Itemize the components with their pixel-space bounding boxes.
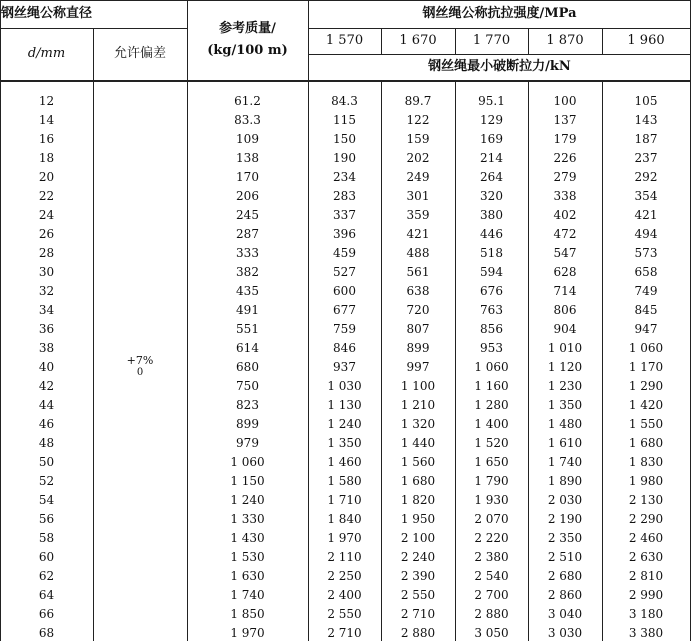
cell-force-1570: 600 — [333, 284, 356, 298]
cell-force-1770: 2 540 — [474, 569, 509, 583]
cell-force-1770: 2 700 — [474, 588, 509, 602]
cell-diameter: 24 — [38, 208, 55, 222]
cell-force-1770: 3 050 — [474, 626, 509, 640]
cell-force-1960: 421 — [634, 208, 658, 222]
cell-force-1570: 937 — [333, 360, 356, 374]
cell-diameter: 28 — [38, 246, 55, 260]
cell-diameter: 26 — [38, 227, 55, 241]
cell-force-1670: 159 — [406, 132, 430, 146]
cell-diameter: 68 — [38, 626, 55, 640]
cell-force-1570: 1 350 — [327, 436, 362, 450]
header-tensile-strength: 钢丝绳公称抗拉强度/MPa — [422, 5, 577, 21]
cell-force-1570: 1 030 — [327, 379, 362, 393]
cell-force-1960: 3 180 — [628, 607, 664, 621]
cell-force-1870: 100 — [553, 94, 577, 108]
cell-diameter: 56 — [38, 512, 55, 526]
cell-force-1570: 459 — [333, 246, 356, 260]
cell-diameter: 48 — [38, 436, 55, 450]
cell-mass: 491 — [236, 303, 259, 317]
cell-force-1670: 561 — [406, 265, 430, 279]
tolerance-upper: +7% — [126, 354, 154, 367]
cell-diameter: 50 — [38, 455, 55, 469]
cell-force-1870: 547 — [553, 246, 577, 260]
cell-force-1670: 1 100 — [400, 379, 436, 393]
cell-force-1670: 1 320 — [400, 417, 436, 431]
cell-force-1960: 1 830 — [628, 455, 664, 469]
header-nominal-diameter: 钢丝绳公称直径 — [0, 5, 92, 21]
cell-diameter: 32 — [38, 284, 55, 298]
cell-force-1960: 573 — [634, 246, 658, 260]
cell-force-1770: 1 520 — [474, 436, 509, 450]
cell-force-1770: 129 — [480, 113, 503, 127]
cell-mass: 979 — [236, 436, 259, 450]
cell-force-1870: 1 740 — [547, 455, 583, 469]
cell-mass: 287 — [236, 227, 259, 241]
cell-mass: 138 — [236, 151, 259, 165]
cell-force-1870: 1 890 — [547, 474, 583, 488]
cell-force-1960: 1 980 — [628, 474, 664, 488]
cell-force-1570: 150 — [333, 132, 356, 146]
cell-force-1670: 359 — [406, 208, 430, 222]
cell-force-1670: 997 — [406, 360, 430, 374]
grade-1870: 1 870 — [546, 32, 584, 48]
cell-force-1570: 677 — [333, 303, 356, 317]
cell-force-1960: 187 — [634, 132, 658, 146]
cell-force-1870: 2 190 — [547, 512, 583, 526]
cell-force-1570: 527 — [333, 265, 356, 279]
cell-force-1670: 1 560 — [400, 455, 436, 469]
cell-force-1870: 714 — [553, 284, 577, 298]
cell-force-1670: 2 390 — [400, 569, 436, 583]
cell-mass: 750 — [236, 379, 259, 393]
cell-force-1570: 2 110 — [327, 550, 362, 564]
cell-force-1770: 2 220 — [474, 531, 509, 545]
cell-force-1570: 1 240 — [327, 417, 362, 431]
cell-force-1870: 137 — [553, 113, 577, 127]
cell-force-1870: 472 — [553, 227, 577, 241]
cell-force-1960: 3 380 — [628, 626, 664, 640]
cell-force-1670: 421 — [406, 227, 430, 241]
cell-mass: 1 630 — [230, 569, 265, 583]
cell-force-1870: 2 680 — [547, 569, 583, 583]
cell-force-1770: 518 — [480, 246, 503, 260]
cell-force-1770: 1 400 — [474, 417, 509, 431]
cell-force-1960: 2 290 — [628, 512, 664, 526]
hrule-header-bottom — [0, 80, 691, 82]
cell-force-1870: 1 120 — [547, 360, 583, 374]
cell-force-1960: 1 550 — [628, 417, 664, 431]
cell-force-1960: 845 — [634, 303, 658, 317]
cell-force-1570: 283 — [333, 189, 356, 203]
cell-force-1870: 806 — [553, 303, 577, 317]
cell-diameter: 60 — [38, 550, 55, 564]
cell-force-1670: 2 710 — [400, 607, 436, 621]
tolerance-value — [93, 355, 187, 379]
cell-diameter: 12 — [38, 94, 55, 108]
cell-force-1670: 1 440 — [400, 436, 436, 450]
cell-mass: 899 — [236, 417, 259, 431]
cell-force-1870: 179 — [553, 132, 577, 146]
cell-mass: 1 530 — [230, 550, 265, 564]
cell-mass: 1 240 — [230, 493, 265, 507]
cell-force-1570: 234 — [333, 170, 356, 184]
cell-force-1960: 105 — [634, 94, 658, 108]
cell-force-1770: 1 650 — [474, 455, 509, 469]
cell-force-1570: 2 250 — [327, 569, 362, 583]
cell-mass: 823 — [236, 398, 259, 412]
cell-diameter: 30 — [38, 265, 55, 279]
cell-force-1670: 638 — [406, 284, 430, 298]
cell-force-1960: 2 810 — [628, 569, 664, 583]
cell-force-1670: 488 — [406, 246, 430, 260]
cell-force-1960: 1 420 — [628, 398, 664, 412]
cell-force-1770: 320 — [480, 189, 503, 203]
cell-mass: 551 — [236, 322, 259, 336]
cell-force-1870: 2 510 — [547, 550, 583, 564]
cell-force-1870: 2 860 — [547, 588, 583, 602]
cell-force-1770: 2 380 — [474, 550, 509, 564]
cell-diameter: 52 — [38, 474, 55, 488]
cell-force-1770: 264 — [480, 170, 503, 184]
cell-mass: 170 — [236, 170, 259, 184]
cell-force-1870: 1 230 — [547, 379, 583, 393]
cell-mass: 61.2 — [234, 94, 261, 108]
cell-force-1670: 1 950 — [400, 512, 436, 526]
cell-diameter: 22 — [38, 189, 55, 203]
cell-force-1770: 380 — [480, 208, 503, 222]
header-d-mm: d/mm — [27, 45, 66, 61]
cell-force-1870: 338 — [553, 189, 577, 203]
cell-force-1960: 237 — [634, 151, 658, 165]
cell-diameter: 44 — [38, 398, 55, 412]
cell-force-1770: 1 930 — [474, 493, 509, 507]
cell-mass: 382 — [236, 265, 259, 279]
cell-diameter: 46 — [38, 417, 55, 431]
cell-force-1960: 2 130 — [628, 493, 664, 507]
cell-force-1960: 2 460 — [628, 531, 664, 545]
cell-mass: 109 — [236, 132, 259, 146]
cell-force-1960: 947 — [634, 322, 658, 336]
cell-diameter: 38 — [38, 341, 55, 355]
cell-mass: 206 — [236, 189, 259, 203]
cell-force-1670: 2 550 — [400, 588, 436, 602]
cell-force-1770: 1 280 — [474, 398, 509, 412]
cell-force-1770: 763 — [480, 303, 503, 317]
grade-1670: 1 670 — [399, 32, 437, 48]
cell-force-1570: 115 — [333, 113, 356, 127]
cell-force-1770: 856 — [480, 322, 503, 336]
cell-force-1870: 2 030 — [547, 493, 583, 507]
cell-force-1570: 1 580 — [327, 474, 362, 488]
cell-force-1960: 143 — [634, 113, 658, 127]
cell-force-1670: 122 — [406, 113, 430, 127]
cell-force-1770: 214 — [480, 151, 503, 165]
cell-force-1960: 494 — [634, 227, 658, 241]
cell-mass: 1 330 — [230, 512, 265, 526]
cell-force-1570: 2 550 — [327, 607, 362, 621]
cell-force-1770: 95.1 — [478, 94, 505, 108]
cell-force-1770: 953 — [480, 341, 503, 355]
cell-mass: 435 — [236, 284, 259, 298]
cell-force-1570: 1 840 — [327, 512, 362, 526]
cell-mass: 680 — [236, 360, 259, 374]
cell-force-1870: 1 350 — [547, 398, 583, 412]
cell-diameter: 16 — [38, 132, 55, 146]
cell-force-1770: 2 070 — [474, 512, 509, 526]
cell-mass: 333 — [236, 246, 259, 260]
cell-force-1960: 749 — [634, 284, 658, 298]
cell-mass: 1 060 — [230, 455, 265, 469]
cell-diameter: 54 — [38, 493, 55, 507]
cell-diameter: 18 — [38, 151, 55, 165]
cell-force-1960: 354 — [634, 189, 658, 203]
cell-force-1770: 2 880 — [474, 607, 509, 621]
grade-1960: 1 960 — [627, 32, 665, 48]
cell-force-1960: 1 060 — [628, 341, 664, 355]
cell-mass: 1 150 — [230, 474, 265, 488]
cell-force-1670: 720 — [406, 303, 430, 317]
cell-force-1670: 2 240 — [400, 550, 436, 564]
cell-diameter: 34 — [38, 303, 55, 317]
cell-force-1870: 1 010 — [547, 341, 583, 355]
cell-force-1770: 1 160 — [474, 379, 509, 393]
cell-force-1670: 807 — [406, 322, 430, 336]
cell-force-1870: 2 350 — [547, 531, 583, 545]
cell-force-1870: 226 — [553, 151, 577, 165]
header-tolerance: 允许偏差 — [113, 45, 166, 61]
cell-force-1960: 1 170 — [628, 360, 664, 374]
grade-1770: 1 770 — [472, 32, 511, 48]
cell-force-1960: 2 990 — [628, 588, 664, 602]
cell-force-1670: 1 820 — [400, 493, 436, 507]
cell-force-1670: 89.7 — [404, 94, 432, 108]
cell-mass: 1 430 — [230, 531, 265, 545]
cell-force-1670: 899 — [406, 341, 430, 355]
cell-force-1570: 1 970 — [327, 531, 362, 545]
cell-force-1670: 2 100 — [400, 531, 436, 545]
cell-force-1670: 301 — [406, 189, 430, 203]
cell-diameter: 14 — [38, 113, 55, 127]
cell-mass: 1 970 — [230, 626, 265, 640]
tolerance-lower: 0 — [136, 367, 144, 378]
header-min-breaking-force: 钢丝绳最小破断拉力/kN — [428, 58, 571, 74]
cell-force-1960: 2 630 — [628, 550, 664, 564]
cell-force-1960: 1 680 — [628, 436, 664, 450]
cell-force-1870: 279 — [553, 170, 577, 184]
cell-force-1570: 337 — [333, 208, 356, 222]
header-ref-mass: 参考质量/ — [219, 20, 276, 36]
cell-force-1570: 1 710 — [327, 493, 362, 507]
cell-force-1770: 446 — [480, 227, 503, 241]
cell-force-1960: 1 290 — [628, 379, 664, 393]
cell-force-1570: 1 130 — [327, 398, 362, 412]
cell-force-1770: 1 060 — [474, 360, 509, 374]
cell-force-1770: 1 790 — [474, 474, 509, 488]
cell-diameter: 40 — [38, 360, 55, 374]
cell-force-1670: 1 680 — [400, 474, 436, 488]
cell-mass: 1 740 — [230, 588, 265, 602]
cell-force-1570: 190 — [333, 151, 356, 165]
cell-diameter: 36 — [38, 322, 55, 336]
grade-1570: 1 570 — [325, 32, 364, 48]
cell-force-1670: 1 210 — [400, 398, 436, 412]
header-ref-mass-unit: (kg/100 m) — [207, 42, 288, 58]
cell-mass: 83.3 — [234, 113, 261, 127]
cell-diameter: 42 — [38, 379, 55, 393]
cell-force-1670: 249 — [406, 170, 430, 184]
cell-force-1870: 1 610 — [547, 436, 583, 450]
cell-force-1870: 904 — [553, 322, 577, 336]
cell-diameter: 62 — [38, 569, 55, 583]
cell-diameter: 58 — [38, 531, 55, 545]
cell-force-1570: 2 710 — [327, 626, 362, 640]
cell-diameter: 20 — [38, 170, 55, 184]
cell-mass: 1 850 — [230, 607, 265, 621]
cell-force-1570: 2 400 — [327, 588, 362, 602]
cell-force-1960: 292 — [634, 170, 658, 184]
cell-force-1570: 84.3 — [331, 94, 358, 108]
cell-force-1670: 202 — [406, 151, 430, 165]
cell-force-1570: 1 460 — [327, 455, 362, 469]
cell-force-1960: 658 — [634, 265, 658, 279]
cell-mass: 245 — [236, 208, 259, 222]
cell-force-1570: 396 — [333, 227, 356, 241]
cell-force-1870: 1 480 — [547, 417, 583, 431]
cell-force-1870: 402 — [553, 208, 577, 222]
cell-force-1870: 3 040 — [547, 607, 583, 621]
cell-force-1570: 759 — [333, 322, 356, 336]
cell-diameter: 66 — [38, 607, 55, 621]
cell-force-1770: 676 — [480, 284, 503, 298]
cell-force-1870: 3 030 — [547, 626, 583, 640]
cell-force-1670: 2 880 — [400, 626, 436, 640]
cell-mass: 614 — [236, 341, 259, 355]
cell-force-1570: 846 — [333, 341, 356, 355]
cell-force-1770: 169 — [480, 132, 503, 146]
col-divider-1 — [93, 28, 94, 641]
cell-diameter: 64 — [38, 588, 55, 602]
cell-force-1870: 628 — [553, 265, 577, 279]
cell-force-1770: 594 — [480, 265, 503, 279]
